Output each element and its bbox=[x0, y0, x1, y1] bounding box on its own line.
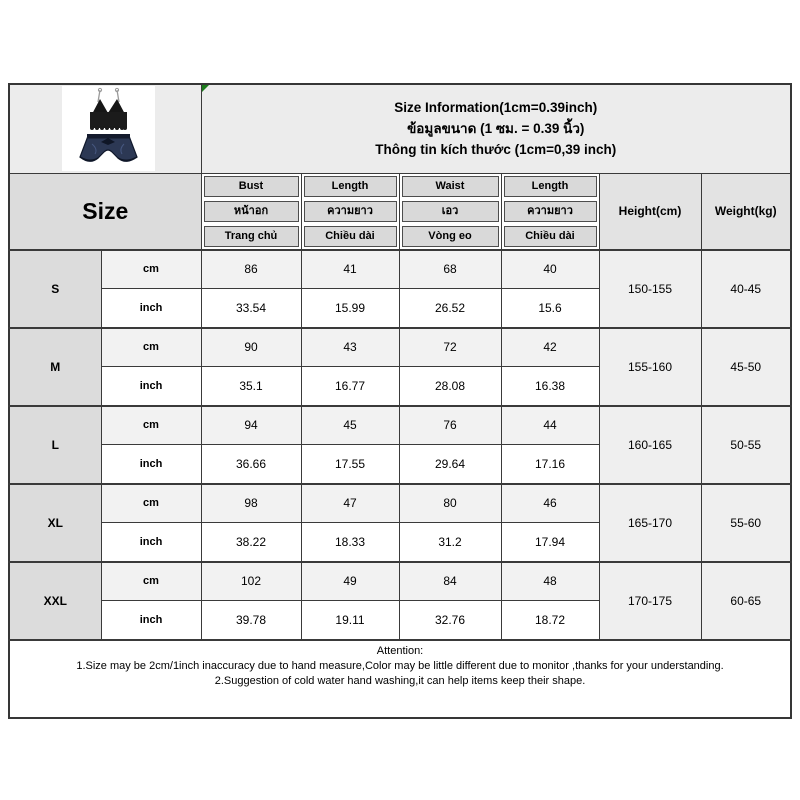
value-s-length1-inch: 15.99 bbox=[301, 289, 399, 328]
value-xxl-bust-cm: 102 bbox=[201, 562, 301, 601]
col-bust-th: หน้าอก bbox=[204, 201, 299, 222]
col-length2-en-cell bbox=[501, 173, 599, 199]
value-l-length1-inch: 17.55 bbox=[301, 445, 399, 484]
value-m-length2-cm: 42 bbox=[501, 328, 599, 367]
value-m-waist-cm: 72 bbox=[399, 328, 501, 367]
attention-line2: 2.Suggestion of cold water hand washing,it can help items keep their shape. bbox=[214, 674, 586, 687]
product-image-cell bbox=[9, 84, 201, 173]
weight-range-m: 45-50 bbox=[701, 328, 791, 406]
value-s-bust-inch: 33.54 bbox=[201, 289, 301, 328]
col-waist-th: เอว bbox=[402, 201, 499, 222]
value-m-bust-cm: 90 bbox=[201, 328, 301, 367]
col-length2-vi-cell bbox=[501, 224, 599, 250]
height-range-xxl: 170-175 bbox=[599, 562, 701, 640]
value-xxl-waist-inch: 32.76 bbox=[399, 601, 501, 640]
value-m-length1-inch: 16.77 bbox=[301, 367, 399, 406]
height-range-xl: 165-170 bbox=[599, 484, 701, 562]
value-m-length1-cm: 43 bbox=[301, 328, 399, 367]
value-l-bust-cm: 94 bbox=[201, 406, 301, 445]
col-bust-en: Bust bbox=[204, 176, 299, 197]
col-length1-vi: Chiều dài bbox=[304, 226, 397, 247]
value-s-length2-inch: 15.6 bbox=[501, 289, 599, 328]
col-bust-en-cell bbox=[201, 173, 301, 199]
value-s-waist-cm: 68 bbox=[399, 250, 501, 289]
col-waist-vi-cell bbox=[399, 224, 501, 250]
size-chart-table bbox=[8, 83, 792, 719]
col-length1-en-cell bbox=[301, 173, 399, 199]
col-length2-th: ความยาว bbox=[504, 201, 597, 222]
height-range-l: 160-165 bbox=[599, 406, 701, 484]
col-waist-en: Waist bbox=[402, 176, 499, 197]
col-length2-en: Length bbox=[504, 176, 597, 197]
size-row-label-xxl: XXL bbox=[9, 562, 101, 640]
size-info-title-th: ข้อมูลขนาด (1 ซม. = 0.39 นิ้ว) bbox=[407, 121, 585, 137]
height-range-m: 155-160 bbox=[599, 328, 701, 406]
attention-title: Attention: bbox=[376, 644, 424, 657]
value-xl-bust-inch: 38.22 bbox=[201, 523, 301, 562]
value-l-length2-inch: 17.16 bbox=[501, 445, 599, 484]
unit-cm-label: cm bbox=[101, 562, 201, 601]
col-length2-vi: Chiều dài bbox=[504, 226, 597, 247]
col-length2-th-cell bbox=[501, 199, 599, 224]
size-info-header-cell bbox=[201, 84, 791, 173]
value-xl-bust-cm: 98 bbox=[201, 484, 301, 523]
size-row-label-m: M bbox=[9, 328, 101, 406]
col-waist-th-cell bbox=[399, 199, 501, 224]
lingerie-set-illustration bbox=[62, 86, 155, 171]
size-column-header: Size bbox=[9, 173, 201, 250]
value-xxl-length1-inch: 19.11 bbox=[301, 601, 399, 640]
col-bust-vi-cell bbox=[201, 224, 301, 250]
unit-cm-label: cm bbox=[101, 250, 201, 289]
value-s-length2-cm: 40 bbox=[501, 250, 599, 289]
value-xxl-bust-inch: 39.78 bbox=[201, 601, 301, 640]
weight-range-xxl: 60-65 bbox=[701, 562, 791, 640]
attention-line1: 1.Size may be 2cm/1inch inaccuracy due to hand measure,Color may be little different due to monitor ,thanks for your understanding. bbox=[76, 659, 724, 672]
cell-comment-marker-icon bbox=[202, 85, 209, 92]
value-l-length1-cm: 45 bbox=[301, 406, 399, 445]
value-xl-length2-cm: 46 bbox=[501, 484, 599, 523]
value-m-length2-inch: 16.38 bbox=[501, 367, 599, 406]
weight-range-l: 50-55 bbox=[701, 406, 791, 484]
attention-note-cell bbox=[9, 640, 791, 718]
unit-inch-label: inch bbox=[101, 289, 201, 328]
value-l-waist-inch: 29.64 bbox=[399, 445, 501, 484]
value-l-waist-cm: 76 bbox=[399, 406, 501, 445]
value-xl-waist-cm: 80 bbox=[399, 484, 501, 523]
col-length1-vi-cell bbox=[301, 224, 399, 250]
value-l-bust-inch: 36.66 bbox=[201, 445, 301, 484]
size-row-label-s: S bbox=[9, 250, 101, 328]
value-xl-length2-inch: 17.94 bbox=[501, 523, 599, 562]
value-xxl-waist-cm: 84 bbox=[399, 562, 501, 601]
weight-column-header: Weight(kg) bbox=[701, 173, 791, 250]
value-s-waist-inch: 26.52 bbox=[399, 289, 501, 328]
unit-inch-label: inch bbox=[101, 601, 201, 640]
height-column-header: Height(cm) bbox=[599, 173, 701, 250]
col-bust-th-cell bbox=[201, 199, 301, 224]
col-bust-vi: Trang chủ bbox=[204, 226, 299, 247]
value-xl-length1-inch: 18.33 bbox=[301, 523, 399, 562]
col-waist-vi: Vòng eo bbox=[402, 226, 499, 247]
col-length1-th: ความยาว bbox=[304, 201, 397, 222]
size-info-title-en: Size Information(1cm=0.39inch) bbox=[394, 100, 598, 116]
size-row-label-xl: XL bbox=[9, 484, 101, 562]
col-length1-en: Length bbox=[304, 176, 397, 197]
unit-cm-label: cm bbox=[101, 328, 201, 367]
size-info-title-vi: Thông tin kích thước (1cm=0,39 inch) bbox=[375, 142, 617, 158]
col-waist-en-cell bbox=[399, 173, 501, 199]
product-image bbox=[62, 86, 155, 171]
weight-range-s: 40-45 bbox=[701, 250, 791, 328]
unit-inch-label: inch bbox=[101, 523, 201, 562]
value-xxl-length1-cm: 49 bbox=[301, 562, 399, 601]
unit-inch-label: inch bbox=[101, 367, 201, 406]
col-length1-th-cell bbox=[301, 199, 399, 224]
value-s-length1-cm: 41 bbox=[301, 250, 399, 289]
value-xl-waist-inch: 31.2 bbox=[399, 523, 501, 562]
size-chart-sheet bbox=[8, 83, 792, 719]
value-l-length2-cm: 44 bbox=[501, 406, 599, 445]
weight-range-xl: 55-60 bbox=[701, 484, 791, 562]
value-xl-length1-cm: 47 bbox=[301, 484, 399, 523]
value-m-waist-inch: 28.08 bbox=[399, 367, 501, 406]
unit-cm-label: cm bbox=[101, 484, 201, 523]
size-row-label-l: L bbox=[9, 406, 101, 484]
height-range-s: 150-155 bbox=[599, 250, 701, 328]
value-m-bust-inch: 35.1 bbox=[201, 367, 301, 406]
unit-cm-label: cm bbox=[101, 406, 201, 445]
value-s-bust-cm: 86 bbox=[201, 250, 301, 289]
value-xxl-length2-cm: 48 bbox=[501, 562, 599, 601]
unit-inch-label: inch bbox=[101, 445, 201, 484]
value-xxl-length2-inch: 18.72 bbox=[501, 601, 599, 640]
